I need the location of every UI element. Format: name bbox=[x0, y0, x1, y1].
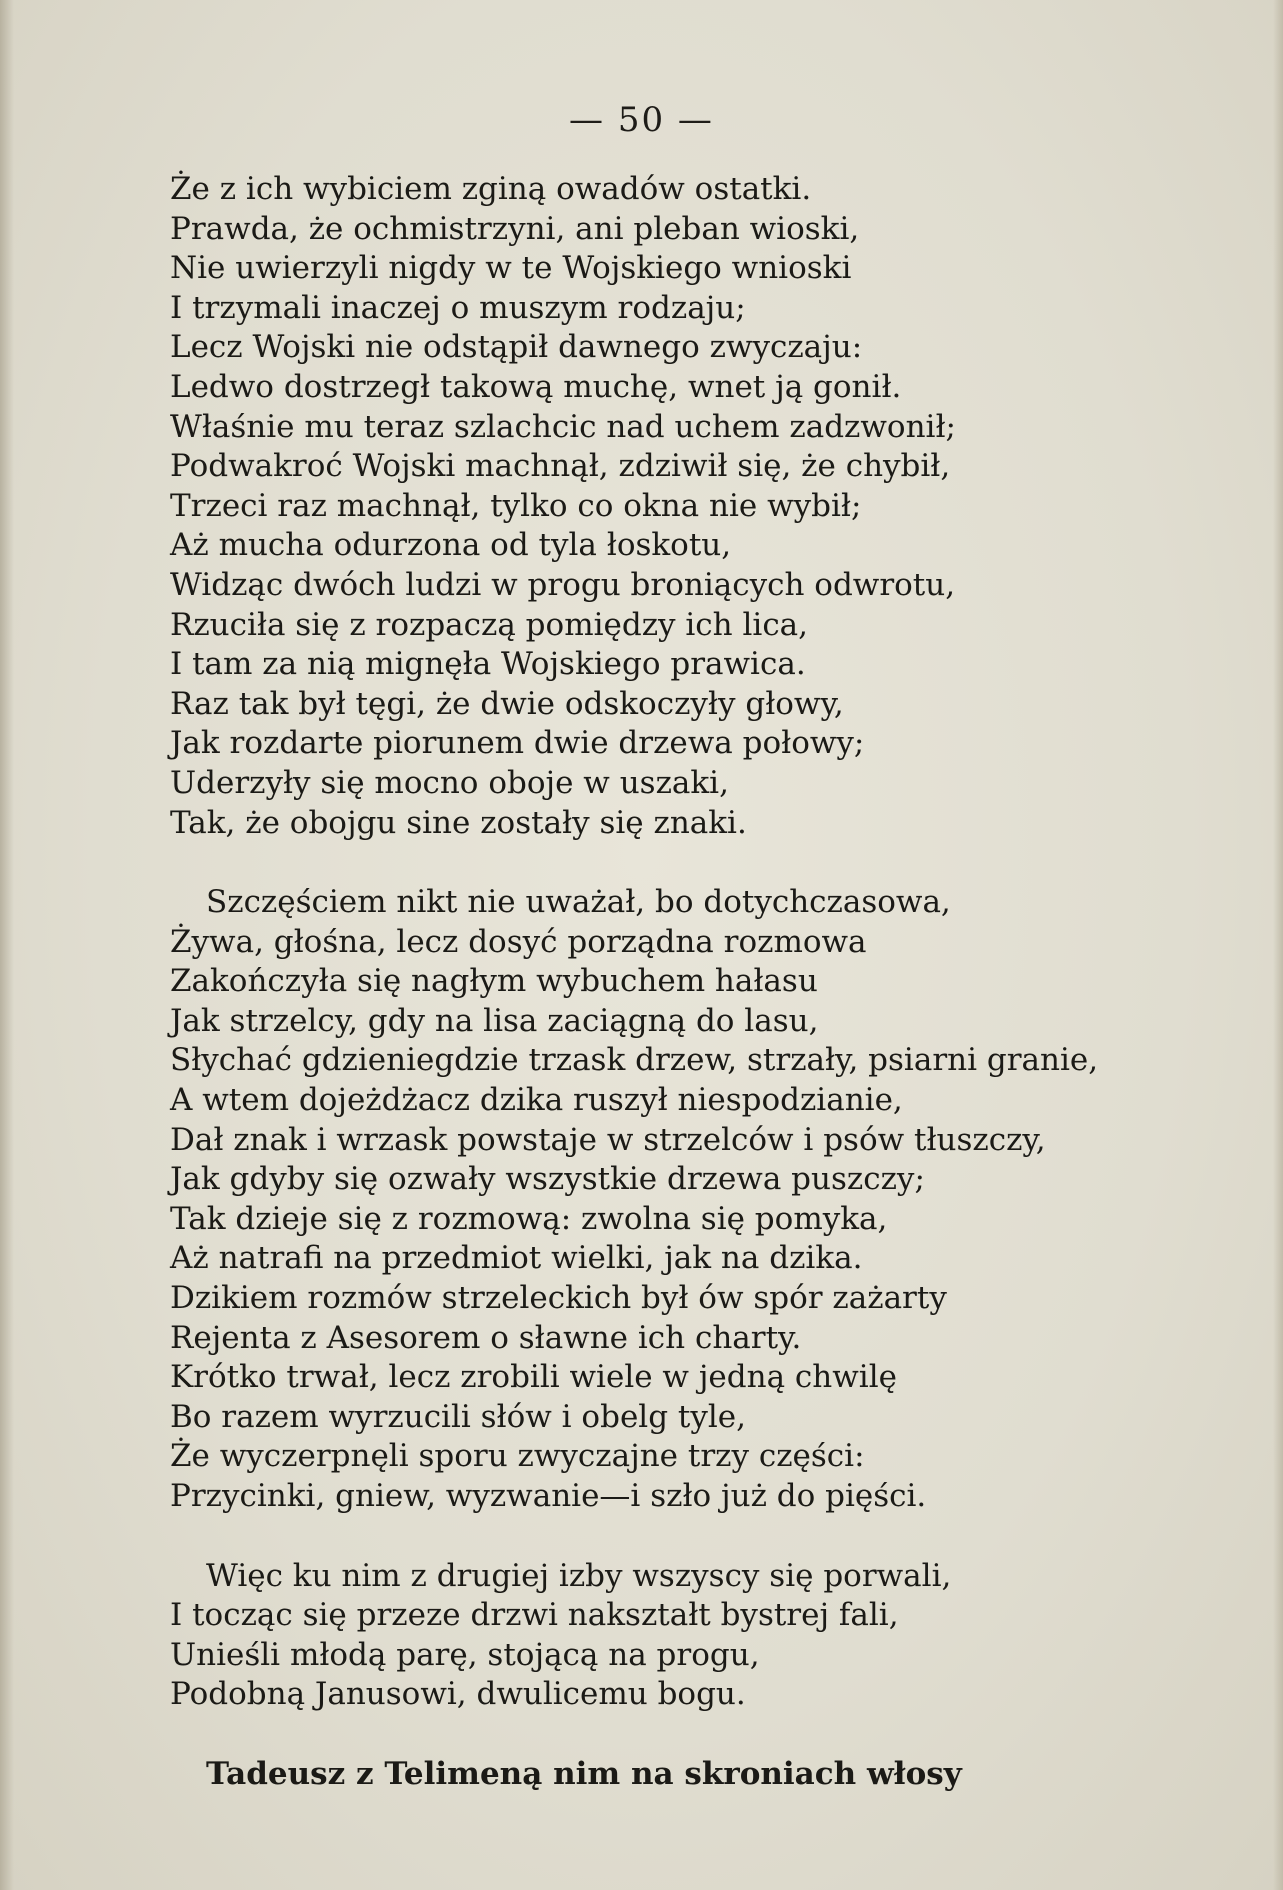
verse-line: Że z ich wybiciem zginą owadów ostatki. bbox=[170, 171, 812, 207]
verse-line: Aż mucha odurzona od tyla łoskotu, bbox=[170, 527, 732, 564]
verse-line: I trzymali inaczej o muszym rodzaju; bbox=[170, 289, 746, 326]
verse-line: Krótko trwał, lecz zrobili wiele w jedną chwilę bbox=[170, 1359, 897, 1396]
verse-line: Uderzyły się mocno oboje w uszaki, bbox=[170, 764, 729, 801]
verse-line: Unieśli młodą parę, stojącą na progu, bbox=[170, 1636, 760, 1673]
verse-line: Lecz Wojski nie odstąpił dawnego zwyczaju: bbox=[170, 329, 863, 366]
verse-line: Trzeci raz machnął, tylko co okna nie wybił; bbox=[170, 487, 862, 524]
verse-line: Więc ku nim z drugiej izby wszyscy się porwali, bbox=[206, 1557, 952, 1594]
verse-line: Że wyczerpnęli sporu zwyczajne trzy części: bbox=[170, 1438, 865, 1475]
stanza-4 bbox=[170, 1755, 1230, 1795]
stanza-break bbox=[170, 1715, 1230, 1755]
verse-line: Dał znak i wrzask powstaje w strzelców i psów tłuszczy, bbox=[170, 1121, 1046, 1158]
verse-line: Aż natrafi na przedmiot wielki, jak na dzika. bbox=[170, 1240, 863, 1277]
verse-line: Żywa, głośna, lecz dosyć porządna rozmowa bbox=[170, 923, 867, 960]
verse-line: Jak strzelcy, gdy na lisa zaciągną do lasu, bbox=[170, 1002, 819, 1039]
stanza-break bbox=[170, 1517, 1230, 1557]
verse-line: A wtem dojeżdżacz dzika ruszył niespodzianie, bbox=[170, 1082, 903, 1119]
verse-line: Prawda, że ochmistrzyni, ani pleban wioski, bbox=[170, 210, 860, 247]
verse-line: I tam za nią mignęła Wojskiego prawica. bbox=[170, 646, 806, 683]
verse-line: I tocząc się przeze drzwi nakształt bystrej fali, bbox=[170, 1597, 899, 1634]
verse-line: Zakończyła się nagłym wybuchem hałasu bbox=[170, 963, 818, 1000]
stanza-3 bbox=[170, 1557, 1230, 1715]
verse-line: Słychać gdzieniegdzie trzask drzew, strzały, psiarni granie, bbox=[170, 1042, 1099, 1079]
verse-line: Ledwo dostrzegł takową muchę, wnet ją gonił. bbox=[170, 368, 902, 405]
page-number: — 50 — bbox=[569, 100, 714, 140]
page-edge-shadow-left bbox=[0, 0, 14, 1890]
verse-line: Jak rozdarte piorunem dwie drzewa połowy; bbox=[170, 725, 865, 762]
stanza-break bbox=[170, 843, 1230, 883]
verse-line: Szczęściem nikt nie uważał, bo dotychczasowa, bbox=[206, 884, 951, 921]
verse-line: Dzikiem rozmów strzeleckich był ów spór zażarty bbox=[170, 1280, 947, 1317]
verse-line: Widząc dwóch ludzi w progu broniących odwrotu, bbox=[170, 566, 956, 603]
verse-line: Jak gdyby się ozwały wszystkie drzewa puszczy; bbox=[170, 1161, 925, 1198]
verse-line: Właśnie mu teraz szlachcic nad uchem zadzwonił; bbox=[170, 408, 956, 445]
verse-line: Przycinki, gniew, wyzwanie—i szło już do pięści. bbox=[170, 1478, 927, 1514]
verse-line: Rzuciła się z rozpaczą pomiędzy ich lica, bbox=[170, 606, 809, 643]
verse-line: Tak dzieje się z rozmową: zwolna się pomyka, bbox=[170, 1200, 888, 1237]
verse-line: Podwakroć Wojski machnął, zdziwił się, że chybił, bbox=[170, 448, 951, 485]
stanza-1 bbox=[170, 170, 1230, 843]
poem-text bbox=[170, 170, 1230, 1795]
verse-line: Nie uwierzyli nigdy w te Wojskiego wnioski bbox=[170, 250, 852, 287]
verse-line: Podobną Janusowi, dwulicemu bogu. bbox=[170, 1676, 746, 1713]
verse-line: Tadeusz z Telimeną nim na skroniach włosy bbox=[206, 1755, 962, 1792]
verse-line: Tak, że obojgu sine zostały się znaki. bbox=[170, 804, 747, 841]
verse-line: Rejenta z Asesorem o sławne ich charty. bbox=[170, 1319, 802, 1356]
stanza-2 bbox=[170, 883, 1230, 1517]
page-edge-shadow-right bbox=[1273, 0, 1283, 1890]
verse-line: Bo razem wyrzucili słów i obelg tyle, bbox=[170, 1398, 746, 1435]
verse-line: Raz tak był tęgi, że dwie odskoczyły głowy, bbox=[170, 685, 844, 722]
